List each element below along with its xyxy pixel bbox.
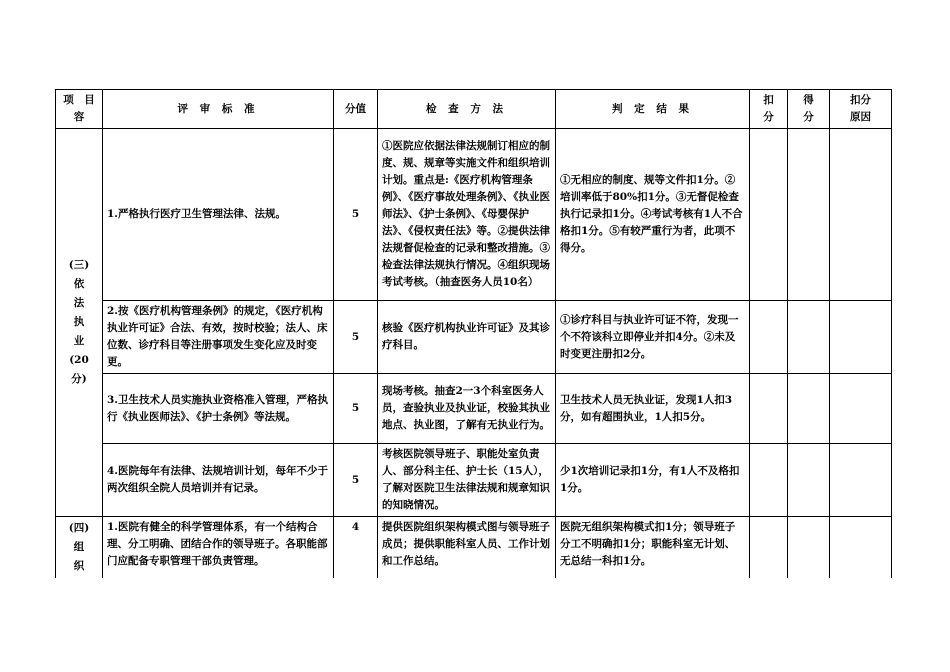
category-label-law: (三) 依 法 执 业 (20 分) xyxy=(56,129,103,517)
deduct-cell xyxy=(750,517,788,579)
earned-cell xyxy=(788,517,830,579)
criteria-cell: 2.按《医疗机构管理条例》的规定，《医疗机构执业许可证》合法、有效，按时校验；法人、床位数、诊疗科目等注册事项发生变化应及时变更。 xyxy=(103,301,334,374)
header-row xyxy=(56,90,892,129)
method-cell: 核验《医疗机构执业许可证》及其诊疗科目。 xyxy=(378,301,556,374)
deduct-cell xyxy=(750,374,788,444)
evaluation-table xyxy=(55,89,892,578)
score-cell: 5 xyxy=(334,129,378,301)
earned-cell xyxy=(788,129,830,301)
result-cell: ①无相应的制度、规等文件扣1分。②培训率低于80%扣1分。③无督促检查执行记录扣1分。④考试考核有1人不合格扣1分。⑤有较严重行为者，此项不得分。 xyxy=(556,129,750,301)
earned-cell xyxy=(788,301,830,374)
method-cell: ①医院应依据法律法规制订相应的制度、规、规章等实施文件和组织培训计划。重点是:《医疗机构管理条例》、《医疗事故处理条例》、《执业医师法》、《护士条例》、《母婴保护法》、《侵权责任法》等。②提供法律法规督促检查的记录和整改措施。③检查法律法规执行情况。④组织现场考试考核。（抽查医务人员10名） xyxy=(378,129,556,301)
earned-cell xyxy=(788,444,830,517)
reason-cell xyxy=(830,517,892,579)
header-criteria: 评 审 标 准 xyxy=(103,90,334,129)
method-cell: 提供医院组织架构模式图与领导班子成员；提供职能科室人员、工作计划和工作总结。 xyxy=(378,517,556,579)
score-cell: 5 xyxy=(334,374,378,444)
deduct-cell xyxy=(750,129,788,301)
category-label-organization: (四) 组 织 xyxy=(56,517,103,579)
criteria-cell: 3.卫生技术人员实施执业资格准入管理，严格执行《执业医师法》、《护士条例》等法规。 xyxy=(103,374,334,444)
table-row xyxy=(56,444,892,517)
reason-cell xyxy=(830,129,892,301)
reason-cell xyxy=(830,444,892,517)
table-row xyxy=(56,517,892,579)
reason-cell xyxy=(830,374,892,444)
score-cell: 5 xyxy=(334,301,378,374)
deduct-cell xyxy=(750,444,788,517)
header-reason: 扣分 原因 xyxy=(830,90,892,129)
result-cell: 少1次培训记录扣1分，有1人不及格扣1分。 xyxy=(556,444,750,517)
result-cell: ①诊疗科目与执业许可证不符，发现一个不符该科立即停业并扣4分。②未及时变更注册扣2分。 xyxy=(556,301,750,374)
table-row xyxy=(56,301,892,374)
earned-cell xyxy=(788,374,830,444)
header-deduct: 扣 分 xyxy=(750,90,788,129)
header-score: 分值 xyxy=(334,90,378,129)
header-earned: 得 分 xyxy=(788,90,830,129)
result-cell: 医院无组织架构模式扣1分；领导班子分工不明确扣1分；职能科室无计划、无总结一科扣1分。 xyxy=(556,517,750,579)
table-row xyxy=(56,374,892,444)
criteria-cell: 1.医院有健全的科学管理体系，有一个结构合理、分工明确、团结合作的领导班子。各职能部门应配备专职管理干部负责管理。 xyxy=(103,517,334,579)
result-cell: 卫生技术人员无执业证，发现1人扣3分，如有超围执业，1人扣5分。 xyxy=(556,374,750,444)
table-row xyxy=(56,129,892,301)
criteria-cell: 1.严格执行医疗卫生管理法律、法规。 xyxy=(103,129,334,301)
deduct-cell xyxy=(750,301,788,374)
header-result: 判 定 结 果 xyxy=(556,90,750,129)
header-item: 项 目 容 xyxy=(56,90,103,129)
score-cell: 4 xyxy=(334,517,378,579)
score-cell: 5 xyxy=(334,444,378,517)
method-cell: 考核医院领导班子、职能处室负责人、部分科主任、护士长（15人），了解对医院卫生法律法规和规章知识的知晓情况。 xyxy=(378,444,556,517)
method-cell: 现场考核。抽查2一3个科室医务人员，查验执业及执业证，校验其执业地点、执业图，了解有无执业行为。 xyxy=(378,374,556,444)
reason-cell xyxy=(830,301,892,374)
criteria-cell: 4.医院每年有法律、法规培训计划，每年不少于两次组织全院人员培训并有记录。 xyxy=(103,444,334,517)
header-method: 检 查 方 法 xyxy=(378,90,556,129)
